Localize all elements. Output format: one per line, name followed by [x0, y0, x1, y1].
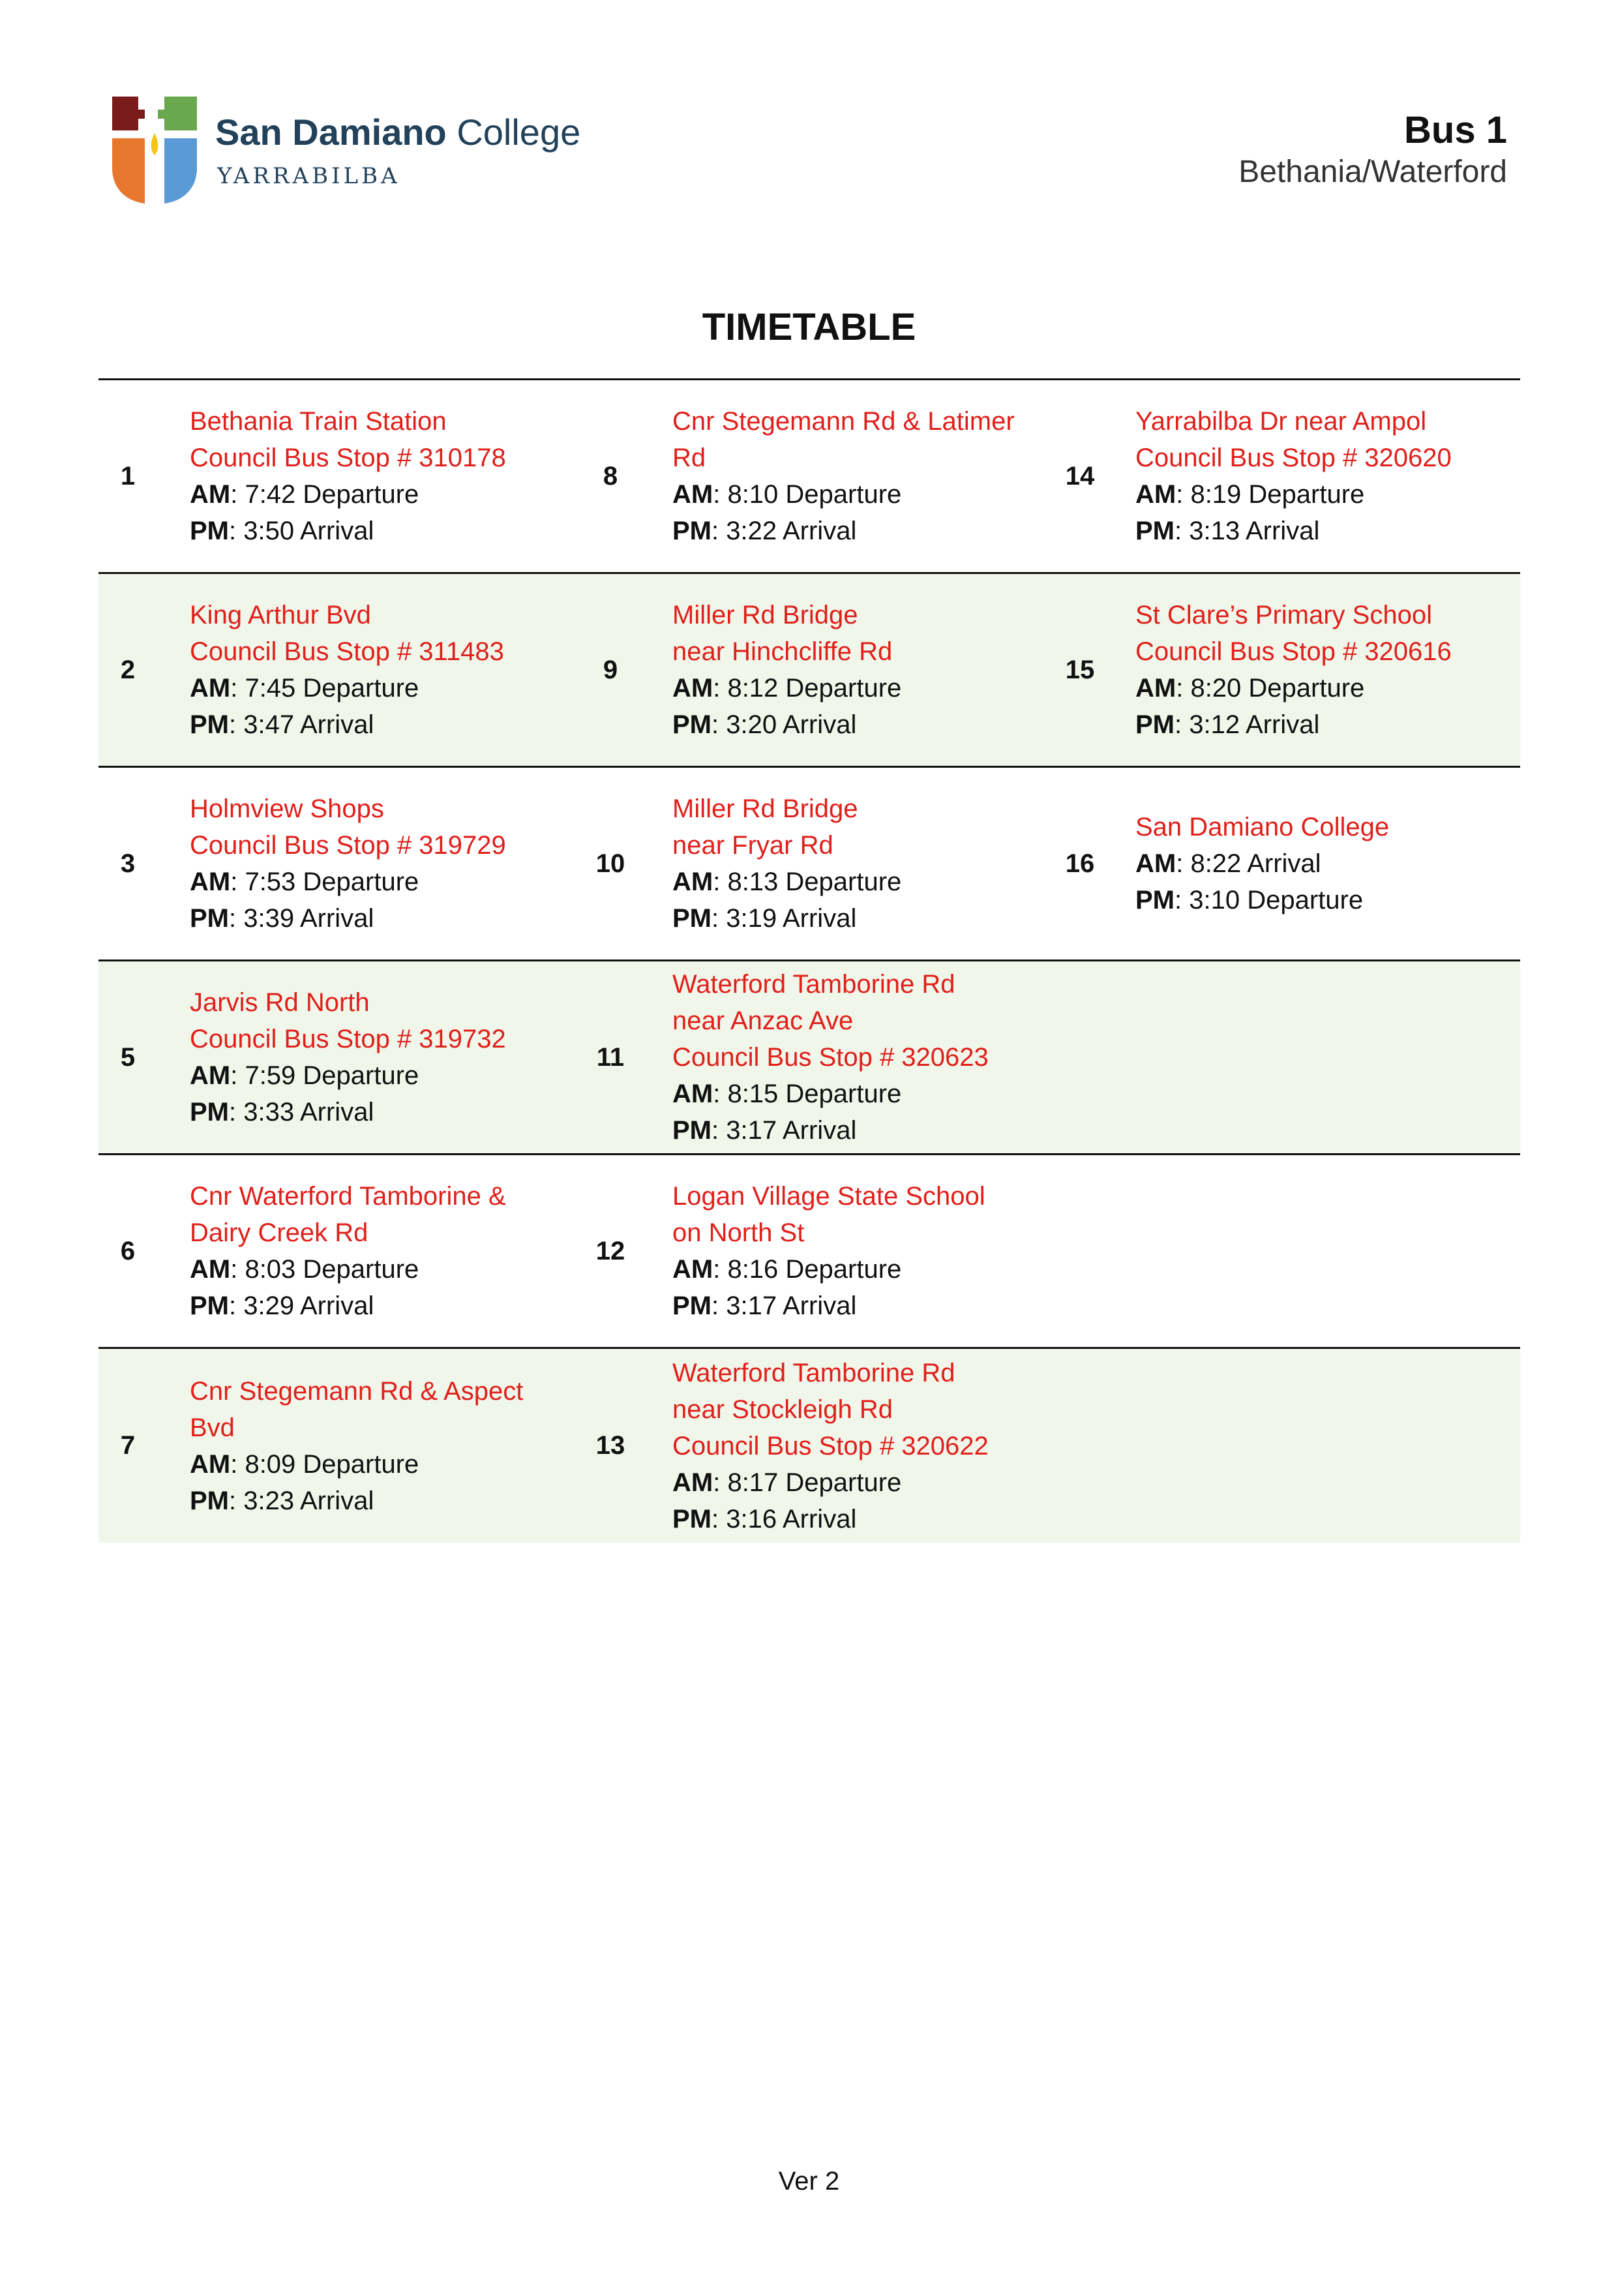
stop-name-line: near Hinchcliffe Rd [672, 637, 893, 666]
am-time [190, 476, 506, 513]
am-time-value: : 7:45 Departure [230, 674, 419, 702]
am-time-label: AM [672, 674, 713, 702]
college-name [215, 111, 580, 153]
stop-name-line: Cnr Stegemann Rd & Latimer [672, 407, 1015, 436]
version-footer: Ver 2 [778, 2167, 840, 2196]
am-time [190, 1251, 506, 1288]
college-shield-logo [112, 97, 197, 204]
stop-number: 8 [603, 461, 618, 491]
timetable [98, 378, 1520, 1543]
pm-time [1135, 513, 1452, 549]
pm-time-value: : 3:16 Arrival [712, 1504, 857, 1533]
pm-time-value: : 3:39 Arrival [229, 904, 374, 933]
pm-time-label: PM [672, 710, 712, 739]
pm-time-label: PM [190, 1292, 229, 1320]
stop-number: 12 [595, 1236, 625, 1265]
pm-time-label: PM [672, 904, 712, 933]
stop-name-line: Council Bus Stop # 319732 [190, 1025, 506, 1053]
am-time-value: : 8:22 Arrival [1176, 849, 1321, 878]
bus-title: Bus 1 [1404, 109, 1507, 151]
stop-name-line: Cnr Stegemann Rd & Aspect [190, 1376, 524, 1406]
am-time [1135, 845, 1389, 882]
stop-number: 14 [1065, 461, 1095, 491]
pm-time-label: PM [190, 1098, 229, 1126]
am-time [672, 1076, 989, 1112]
stop-details [672, 1349, 989, 1543]
stop-number: 6 [120, 1236, 136, 1265]
am-time-value: : 8:17 Departure [713, 1468, 902, 1497]
am-time-label: AM [1135, 849, 1176, 878]
timetable-row [98, 1349, 1520, 1543]
am-time-label: AM [672, 868, 713, 896]
stop-name-line: on North St [672, 1218, 805, 1247]
am-time-label: AM [190, 480, 231, 509]
stop-name-line: Council Bus Stop # 310178 [190, 444, 506, 472]
am-time [190, 670, 504, 706]
pm-time-label: PM [190, 904, 229, 933]
am-time-label: AM [672, 1468, 713, 1497]
am-time [672, 1464, 989, 1501]
pm-time-value: : 3:10 Departure [1175, 886, 1364, 914]
stop-name-line: Miller Rd Bridge [672, 794, 858, 823]
stop-details [190, 1155, 506, 1347]
stop-details [672, 1155, 985, 1347]
pm-time-value: : 3:20 Arrival [712, 710, 857, 739]
pm-time-label: PM [1135, 710, 1175, 739]
stop-name-line: King Arthur Bvd [190, 601, 371, 629]
pm-time-value: : 3:47 Arrival [229, 710, 374, 739]
am-time [672, 864, 901, 900]
am-time [672, 476, 1015, 513]
stop-name-line: Miller Rd Bridge [672, 601, 858, 629]
stop-number: 11 [596, 1042, 625, 1072]
pm-time [190, 1483, 523, 1519]
am-time-value: : 8:10 Departure [713, 480, 902, 509]
am-time [672, 1251, 985, 1288]
am-time-value: : 8:20 Departure [1176, 674, 1365, 702]
am-time [1135, 476, 1452, 513]
stop-name-line: Council Bus Stop # 311483 [190, 637, 504, 666]
am-time [190, 1446, 523, 1483]
am-time-label: AM [190, 1449, 231, 1479]
stop-number: 13 [595, 1431, 625, 1460]
stop-number: 9 [603, 655, 618, 684]
am-time [672, 670, 901, 706]
pm-time [190, 1288, 506, 1324]
stop-details [672, 574, 901, 766]
pm-time [672, 706, 901, 743]
stop-name-line: Bvd [190, 1413, 235, 1442]
pm-time-value: : 3:13 Arrival [1175, 517, 1320, 545]
am-time-label: AM [1135, 480, 1176, 509]
stop-details [190, 380, 506, 572]
am-time [1135, 670, 1452, 706]
timetable-row [98, 380, 1520, 574]
pm-time-label: PM [672, 1116, 712, 1145]
stop-name-line: Council Bus Stop # 320622 [672, 1431, 989, 1460]
pm-time [672, 513, 1015, 549]
stop-number: 3 [120, 849, 136, 878]
timetable-row [98, 768, 1520, 961]
pm-time [672, 1288, 985, 1324]
stop-name-line: Jarvis Rd North [190, 988, 370, 1017]
stop-details [190, 574, 504, 766]
stop-number: 16 [1065, 849, 1095, 878]
stop-name-line: Council Bus Stop # 320616 [1135, 637, 1452, 666]
timetable-row [98, 1155, 1520, 1349]
college-name-rest: College [457, 112, 581, 153]
pm-time [1135, 706, 1452, 743]
pm-time [672, 1501, 989, 1537]
pm-time-label: PM [190, 710, 229, 739]
am-time-label: AM [672, 480, 713, 509]
am-time-value: : 7:42 Departure [230, 480, 419, 509]
stop-details [672, 380, 1015, 572]
stop-details [190, 1349, 523, 1543]
pm-time [190, 900, 506, 937]
stop-name-line: San Damiano College [1135, 813, 1390, 841]
pm-time-label: PM [672, 1292, 712, 1320]
timetable-row [98, 574, 1520, 768]
am-time-label: AM [190, 1061, 231, 1090]
stop-number: 15 [1065, 655, 1095, 684]
stop-name-line: near Fryar Rd [672, 831, 833, 860]
pm-time [190, 706, 504, 743]
pm-time-value: : 3:17 Arrival [712, 1292, 857, 1320]
pm-time-value: : 3:17 Arrival [712, 1116, 857, 1145]
am-time-label: AM [672, 1255, 713, 1284]
stop-number: 7 [120, 1431, 136, 1460]
stop-number: 1 [120, 461, 136, 491]
college-name-bold: San Damiano [215, 112, 447, 153]
stop-name-line: Waterford Tamborine Rd [672, 970, 955, 999]
stop-details [190, 961, 506, 1153]
stop-name-line: Holmview Shops [190, 794, 384, 823]
pm-time-value: : 3:19 Arrival [712, 904, 857, 933]
am-time-label: AM [190, 1255, 231, 1284]
pm-time-label: PM [672, 1504, 712, 1533]
stop-name-line: near Stockleigh Rd [672, 1395, 893, 1424]
stop-name-line: Council Bus Stop # 320623 [672, 1043, 989, 1072]
stop-number: 2 [120, 655, 136, 684]
stop-number: 5 [120, 1042, 136, 1072]
stop-name-line: Logan Village State School [672, 1182, 985, 1211]
am-time-value: : 7:59 Departure [230, 1061, 419, 1090]
pm-time [190, 513, 506, 549]
pm-time-label: PM [1135, 886, 1175, 914]
stop-name-line: Bethania Train Station [190, 407, 447, 436]
stop-details [190, 768, 506, 959]
stop-details [1135, 768, 1389, 959]
am-time-label: AM [1135, 674, 1176, 702]
stop-name-line: Waterford Tamborine Rd [672, 1358, 955, 1387]
stop-name-line: Dairy Creek Rd [190, 1218, 368, 1247]
am-time-value: : 8:15 Departure [713, 1080, 902, 1108]
stop-details [672, 768, 901, 959]
bus-route: Bethania/Waterford [1238, 155, 1507, 189]
am-time [190, 1057, 506, 1094]
am-time-value: : 8:03 Departure [230, 1255, 419, 1284]
stop-name-line: Rd [672, 444, 706, 472]
stop-name-line: Yarrabilba Dr near Ampol [1135, 407, 1427, 436]
stop-name-line: Council Bus Stop # 320620 [1135, 444, 1452, 472]
pm-time-value: : 3:23 Arrival [229, 1486, 374, 1515]
am-time-value: : 8:12 Departure [713, 674, 902, 702]
stop-name-line: Council Bus Stop # 319729 [190, 831, 506, 860]
pm-time-value: : 3:29 Arrival [229, 1292, 374, 1320]
pm-time-value: : 3:50 Arrival [229, 517, 374, 545]
am-time-label: AM [190, 674, 231, 702]
pm-time-label: PM [1135, 517, 1175, 545]
pm-time-value: : 3:22 Arrival [712, 517, 857, 545]
timetable-title: TIMETABLE [702, 306, 916, 348]
pm-time [672, 1112, 989, 1149]
pm-time-label: PM [190, 1486, 229, 1515]
am-time [190, 864, 506, 900]
am-time-value: : 7:53 Departure [230, 868, 419, 896]
pm-time-value: : 3:12 Arrival [1175, 710, 1320, 739]
am-time-value: : 8:09 Departure [230, 1449, 419, 1479]
pm-time [672, 900, 901, 937]
am-time-label: AM [672, 1080, 713, 1108]
pm-time [190, 1094, 506, 1130]
pm-time-label: PM [190, 517, 229, 545]
stop-name-line: near Anzac Ave [672, 1006, 854, 1035]
stop-name-line: St Clare’s Primary School [1135, 601, 1432, 629]
stop-details [1135, 380, 1452, 572]
pm-time-value: : 3:33 Arrival [229, 1098, 374, 1126]
pm-time [1135, 882, 1389, 918]
am-time-value: : 8:16 Departure [713, 1255, 902, 1284]
am-time-value: : 8:13 Departure [713, 868, 902, 896]
stop-details [672, 961, 989, 1153]
stop-details [1135, 574, 1452, 766]
stop-number: 10 [595, 849, 625, 878]
pm-time-label: PM [672, 517, 712, 545]
am-time-value: : 8:19 Departure [1176, 480, 1365, 509]
college-location: YARRABILBA [217, 163, 400, 189]
stop-name-line: Cnr Waterford Tamborine & [190, 1182, 506, 1211]
timetable-row [98, 961, 1520, 1155]
am-time-label: AM [190, 868, 231, 896]
